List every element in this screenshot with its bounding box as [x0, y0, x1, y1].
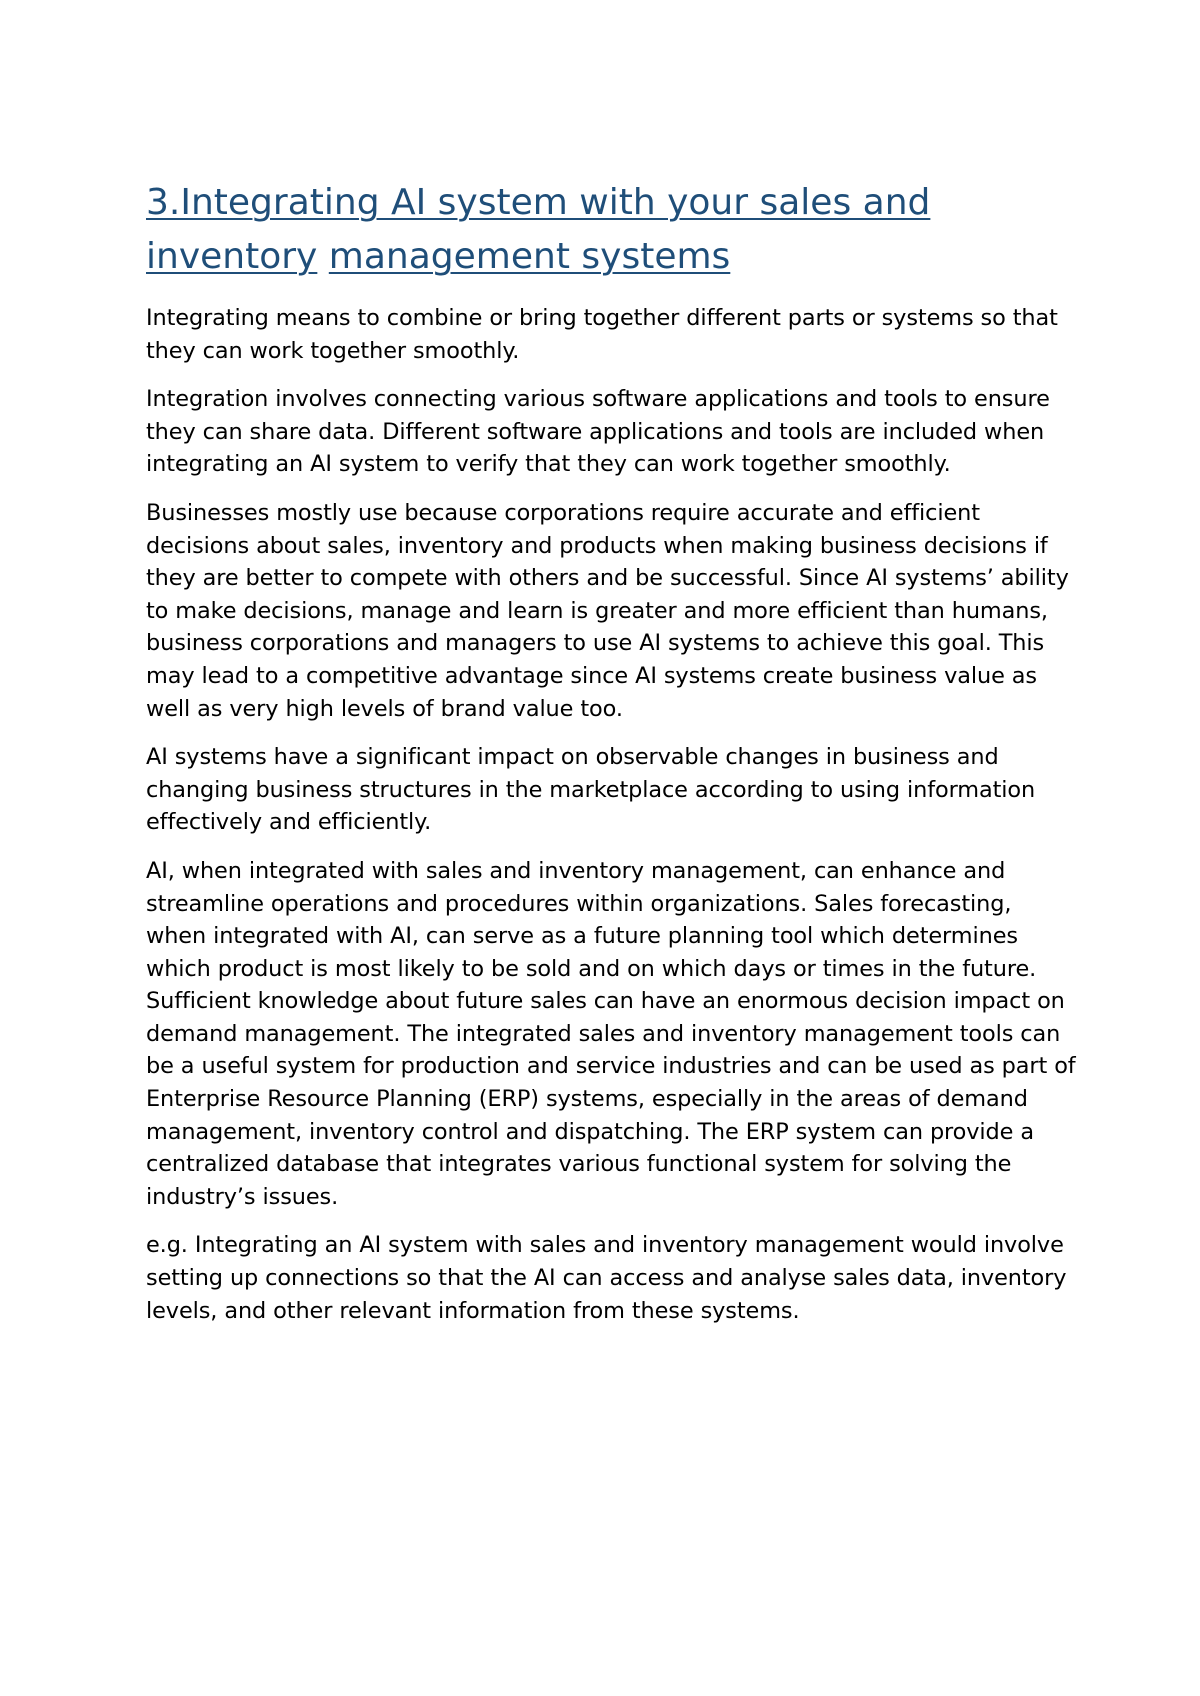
heading-line-2-word-2: management systems [328, 236, 731, 277]
paragraph-example: e.g. Integrating an AI system with sales and inventory management would involve setting up connections so that the AI can access and analyse sales data, inventory levels, and other relevant information from these systems. [146, 1232, 1067, 1324]
paragraph-integration: Integration involves connecting various software applications and tools to ensure they can share data. Different software applications and tools are included when integrating an AI system to verify that they can work together smoothly. [146, 386, 1050, 478]
document-page [146, 176, 1076, 1343]
paragraph-business-use: Businesses mostly use because corporations require accurate and efficient decisions about sales, inventory and products when making business decisions if they are better to compete with others and be successful. Since AI systems’ ability to make decisions, manage and learn is greater and more efficient than humans, business corporations and managers to use AI systems to achieve this goal. This may lead to a competitive advantage since AI systems create business value as well as very high levels of brand value too. [146, 499, 1069, 722]
heading-line-1: 3.Integrating AI system with your sales and [146, 182, 931, 223]
paragraph-impact: AI systems have a significant impact on observable changes in business and changing business structures in the marketplace according to using information effectively and efficiently. [146, 744, 1036, 836]
section-heading [146, 176, 1076, 284]
paragraph-definition: Integrating means to combine or bring together different parts or systems so that they can work together smoothly. [146, 305, 1058, 364]
heading-line-2-word-1: inventory [146, 236, 318, 277]
paragraph-sales-forecasting: AI, when integrated with sales and inventory management, can enhance and streamline operations and procedures within organizations. Sales forecasting, when integrated with AI, can serve as a future planning tool which determines which product is most likely to be sold and on which days or times in the future. Sufficient knowledge about future sales can have an enormous decision impact on demand management. The integrated sales and inventory management tools can be a useful system for production and service industries and can be used as part of Enterprise Resource Planning (ERP) systems, especially in the areas of demand management, inventory control and dispatching. The ERP system can provide a centralized database that integrates various functional system for solving the industry’s issues. [146, 857, 1076, 1210]
